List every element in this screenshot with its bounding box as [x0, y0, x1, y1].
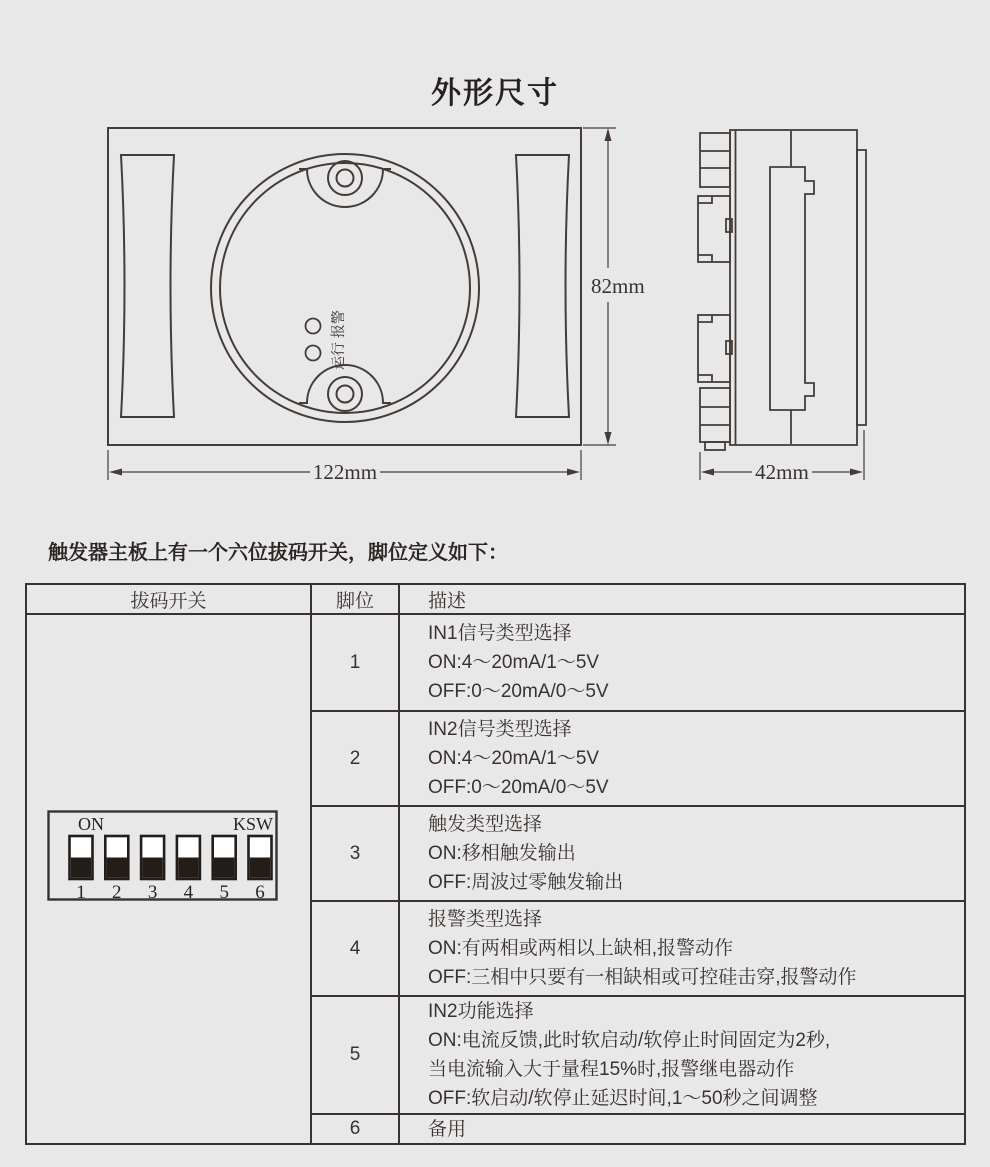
- terminal-block-3: [698, 315, 732, 382]
- terminal-block-2: [698, 196, 732, 262]
- dip-lever-handle-off: [142, 858, 162, 878]
- height-dimension-label: 82mm: [591, 274, 645, 298]
- pin-number-cell: 4: [310, 900, 400, 995]
- pin-number-cell: 2: [310, 710, 400, 805]
- front-view-drawing: [108, 128, 581, 445]
- description-cell: [400, 995, 964, 1113]
- description-cell: [400, 710, 964, 805]
- front-view-inner-circle: [220, 163, 470, 413]
- run-led-circle: [306, 346, 321, 361]
- dip-switch-levers: [70, 836, 272, 901]
- front-view-left-slot: [121, 155, 174, 417]
- description-line: 备用: [428, 1118, 467, 1140]
- description-line: IN1信号类型选择: [428, 623, 572, 644]
- description-cell: [400, 900, 964, 995]
- description-line: IN2功能选择: [428, 1001, 534, 1022]
- description-cell: [400, 805, 964, 900]
- dip-lever-handle-off: [107, 858, 127, 878]
- front-view-body: [108, 128, 581, 445]
- description-line: ON:4～20mA/1～5V: [428, 748, 600, 769]
- description-line: OFF:软启动/软停止延迟时间,1～50秒之间调整: [428, 1088, 818, 1109]
- terminal-block-4: [700, 388, 730, 450]
- page-title: 外形尺寸: [431, 77, 559, 110]
- table-header-description: 描述: [400, 585, 964, 615]
- description-line: IN2信号类型选择: [428, 719, 572, 740]
- dip-position-number: 2: [112, 882, 122, 901]
- dip-switch-table: [25, 583, 966, 1145]
- dip-switch-graphic: [47, 810, 278, 901]
- dip-lever-handle-off: [214, 858, 234, 878]
- terminal-block-1: [700, 133, 730, 187]
- description-line: ON:电流反馈,此时软启动/软停止时间固定为2秒,: [428, 1030, 831, 1051]
- dip-position-number: 6: [255, 882, 265, 901]
- dip-lever-handle-off: [178, 858, 198, 878]
- description-line: OFF:三相中只要有一相缺相或可控硅击穿,报警动作: [428, 967, 857, 988]
- pin-number-cell: 5: [310, 995, 400, 1113]
- top-screw-outer: [328, 161, 362, 195]
- dip-position-number: 3: [147, 882, 158, 901]
- front-view-right-slot: [516, 155, 569, 417]
- description-line: 触发类型选择: [428, 814, 543, 835]
- dip-lever-handle-off: [71, 858, 91, 878]
- pin-number-cell: 3: [310, 805, 400, 900]
- table-header-pin: 脚位: [310, 585, 400, 615]
- description-line: ON:4～20mA/1～5V: [428, 652, 600, 673]
- dip-ksw-label: KSW: [233, 814, 273, 834]
- side-view-slot: [770, 167, 814, 410]
- depth-dimension-label: 42mm: [755, 460, 809, 484]
- outline-dimension-drawings: [0, 0, 990, 505]
- dip-position-number: 1: [76, 882, 86, 901]
- dip-position-number: 5: [219, 882, 229, 901]
- led-labels: 运行 报警: [330, 310, 346, 370]
- dip-lever-handle-off: [250, 858, 270, 878]
- intro-text: 触发器主板上有一个六位拔码开关，脚位定义如下：: [48, 542, 508, 564]
- description-line: OFF:0～20mA/0～5V: [428, 777, 609, 798]
- pin-number-cell: 1: [310, 615, 400, 710]
- side-view-right-plate: [857, 150, 866, 425]
- description-line: ON:有两相或两相以上缺相,报警动作: [428, 938, 734, 959]
- pin-number-cell: 6: [310, 1113, 400, 1143]
- bottom-screw-inner: [337, 386, 354, 403]
- width-dimension-label: 122mm: [312, 460, 378, 484]
- side-view-body: [730, 130, 857, 445]
- description-line: OFF:周波过零触发输出: [428, 872, 624, 893]
- table-header-switch: 拔码开关: [27, 585, 310, 615]
- top-screw-inner: [337, 170, 354, 187]
- description-line: 当电流输入大于量程15%时,报警继电器动作: [428, 1059, 795, 1080]
- top-screw-notch: [299, 169, 391, 207]
- dip-position-number: 4: [183, 882, 194, 901]
- description-line: OFF:0～20mA/0～5V: [428, 681, 609, 702]
- side-view-drawing: [698, 130, 866, 450]
- dip-on-label: ON: [78, 814, 104, 834]
- description-line: 报警类型选择: [428, 909, 543, 930]
- description-cell: [400, 1113, 964, 1143]
- description-line: ON:移相触发输出: [428, 843, 576, 864]
- alarm-led-circle: [306, 319, 321, 334]
- bottom-screw-outer: [328, 377, 362, 411]
- description-cell: [400, 615, 964, 710]
